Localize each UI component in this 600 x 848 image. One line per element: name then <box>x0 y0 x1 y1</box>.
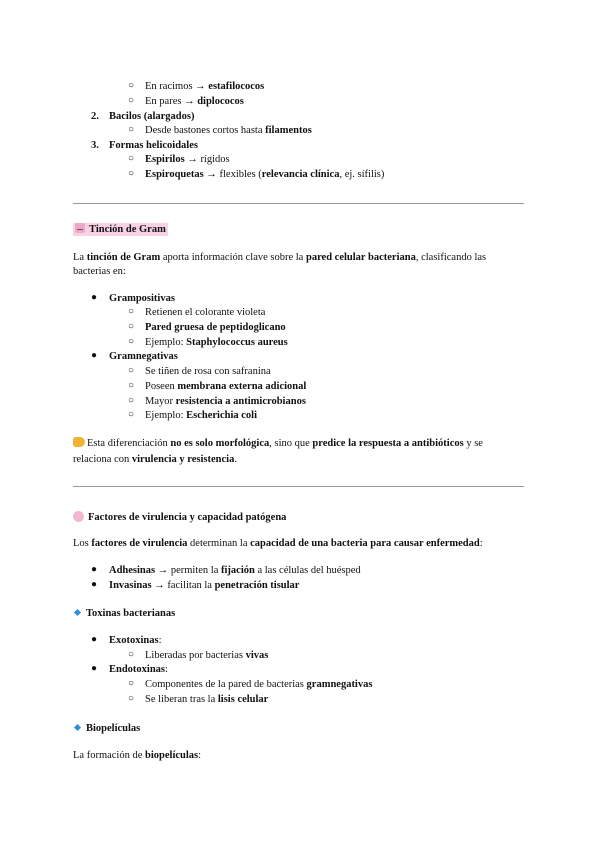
list-item: Componentes de la pared de bacterias gramnegativas <box>145 679 373 690</box>
list-bullet: ● <box>91 579 98 590</box>
list-bullet: ○ <box>128 380 135 391</box>
list-bullet: ● <box>91 564 98 575</box>
subheading-toxinas: Toxinas bacterianas <box>73 607 175 620</box>
diamond-icon <box>74 724 81 731</box>
list-item: Exotoxinas: <box>109 635 162 646</box>
list-bullet: ○ <box>128 124 135 135</box>
note-paragraph: relaciona con virulencia y resistencia. <box>73 454 237 465</box>
list-item: Endotoxinas: <box>109 664 168 675</box>
list-number: 2. <box>91 111 99 122</box>
list-item: Pared gruesa de peptidoglicano <box>145 322 286 333</box>
list-item: Retienen el colorante violeta <box>145 307 266 318</box>
list-bullet: ○ <box>128 306 135 317</box>
list-item: Ejemplo: Staphylococcus aureus <box>145 337 288 348</box>
paragraph: bacterias en: <box>73 266 126 277</box>
list-item: Bacilos (alargados) <box>109 111 195 122</box>
list-bullet: ○ <box>128 678 135 689</box>
list-item: Adhesinas → permiten la fijación a las células del huésped <box>109 565 361 576</box>
list-bullet: ○ <box>128 365 135 376</box>
list-item: Espiroquetas → flexibles (relevancia clínica, ej. sífilis) <box>145 169 385 180</box>
list-bullet: ○ <box>128 95 135 106</box>
note-paragraph: Esta diferenciación no es solo morfológica, sino que predice la respuesta a antibióticos y se <box>73 437 483 450</box>
list-item: En pares → diplococos <box>145 96 244 107</box>
list-item: Se liberan tras la lisis celular <box>145 694 269 705</box>
list-item: Espirilos → rígidos <box>145 154 230 165</box>
list-number: 3. <box>91 140 99 151</box>
list-bullet: ○ <box>128 321 135 332</box>
list-item: Mayor resistencia a antimicrobianos <box>145 396 306 407</box>
list-bullet: ○ <box>128 153 135 164</box>
divider <box>73 203 524 204</box>
divider <box>73 486 524 487</box>
list-bullet: ○ <box>128 395 135 406</box>
list-item: Se tiñen de rosa con safranina <box>145 366 271 377</box>
paragraph: Los factores de virulencia determinan la capacidad de una bacteria para causar enfermedad: <box>73 538 483 549</box>
subheading-biopeliculas: Biopelículas <box>73 722 140 735</box>
list-item: Ejemplo: Escherichia coli <box>145 410 257 421</box>
list-item: En racimos → estafilococos <box>145 81 265 92</box>
list-item: Desde bastones cortos hasta filamentos <box>145 125 312 136</box>
pointing-hand-icon <box>73 437 85 447</box>
list-bullet: ○ <box>128 168 135 179</box>
list-bullet: ○ <box>128 336 135 347</box>
list-bullet: ○ <box>128 649 135 660</box>
list-bullet: ○ <box>128 693 135 704</box>
diamond-icon <box>74 609 81 616</box>
paragraph: La formación de biopelículas: <box>73 750 202 761</box>
bacteria-icon <box>73 511 84 522</box>
list-item: Gramnegativas <box>109 351 178 362</box>
list-item: Poseen membrana externa adicional <box>145 381 307 392</box>
list-bullet: ● <box>91 292 98 303</box>
list-bullet: ● <box>91 634 98 645</box>
list-item: Formas helicoidales <box>109 140 198 151</box>
section-heading-virulencia: Factores de virulencia y capacidad patógena <box>73 511 286 524</box>
pin-icon <box>75 223 85 233</box>
section-heading-gram: Tinción de Gram <box>73 223 168 236</box>
paragraph: La tinción de Gram aporta información clave sobre la pared celular bacteriana, clasificando las <box>73 252 487 263</box>
list-bullet: ● <box>91 350 98 361</box>
list-bullet: ● <box>91 663 98 674</box>
list-bullet: ○ <box>128 80 135 91</box>
list-item: Grampositivas <box>109 293 175 304</box>
list-item: Invasinas → facilitan la penetración tisular <box>109 580 300 591</box>
list-item: Liberadas por bacterias vivas <box>145 650 269 661</box>
list-bullet: ○ <box>128 409 135 420</box>
